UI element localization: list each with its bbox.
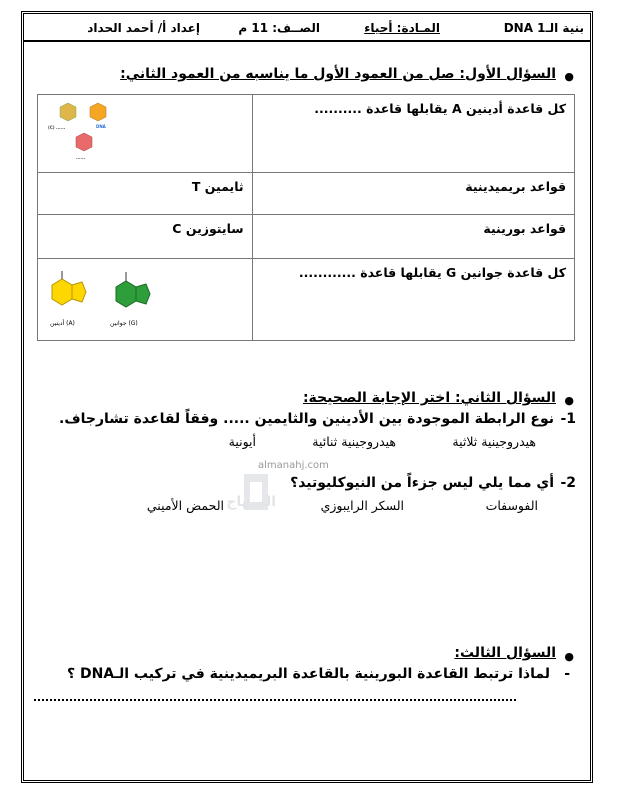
q2-heading: السؤال الثاني: اختر الإجابة الصحيحة: xyxy=(302,390,556,406)
q3-question: لماذا ترتبط القاعدة البورينية بالقاعدة البريميدينية في تركيب الـDNA ؟ xyxy=(66,666,550,682)
q3-bullet: - xyxy=(564,666,570,682)
q2-item1-option-c[interactable]: أيونية xyxy=(228,434,256,449)
q2-item1-option-b[interactable]: هيدروجينية ثنائية xyxy=(312,434,396,449)
svg-text:المنهاج: المنهاج xyxy=(226,494,276,510)
matching-table xyxy=(37,94,575,341)
bullet-icon: ● xyxy=(564,394,574,407)
svg-text:DNA: DNA xyxy=(96,124,106,129)
subject-label: المـادة: أحياء xyxy=(364,21,440,35)
worksheet-title: بنية الـDNA 1 xyxy=(503,21,584,35)
table-cell: سايتوزين C xyxy=(38,215,253,259)
table-cell: ثايمين T xyxy=(38,173,253,215)
q1-heading: السؤال الأول: صل من العمود الأول ما يناسبه من العمود الثاني: xyxy=(120,66,556,82)
watermark-url: almanahj.com xyxy=(258,460,329,471)
table-cell: قواعد بورينية xyxy=(252,215,574,259)
author-label: إعداد أ/ أحمد الحداد xyxy=(87,21,200,35)
bases-diagram-cell xyxy=(38,95,253,173)
purine-bases-diagram xyxy=(46,265,166,331)
table-cell: كل قاعدة أدينين A يقابلها قاعدة .......... xyxy=(252,95,574,173)
q2-item2-option-b[interactable]: السكر الرايبوزي xyxy=(320,498,404,513)
table-row xyxy=(38,259,575,341)
q2-item2-option-c[interactable]: الحمض الأميني xyxy=(146,498,224,513)
grade-label: الصــف: 11 م xyxy=(238,21,320,35)
svg-text:......: ...... xyxy=(76,155,86,160)
answer-line[interactable] xyxy=(34,698,516,701)
bases-small-diagram xyxy=(46,101,136,163)
adenine-label: أدينين (A) xyxy=(50,320,75,327)
table-row xyxy=(38,95,575,173)
guanine-label: جوانين (G) xyxy=(110,320,138,327)
q2-item2-question: أي مما يلي ليس جزءاً من النيوكليوتيد؟ xyxy=(290,475,554,491)
svg-text:(C) ......: (C) ...... xyxy=(48,125,66,130)
q2-item1-option-a[interactable]: هيدروجينية ثلاثية xyxy=(452,434,536,449)
table-row xyxy=(38,215,575,259)
q3-heading: السؤال الثالث: xyxy=(454,645,556,661)
q2-item1-question: نوع الرابطة الموجودة بين الأدينين والثايمين ..... وفقاً لقاعدة تشارجاف. xyxy=(59,411,554,427)
q2-item1-number: 1- xyxy=(560,411,576,427)
page-header xyxy=(24,18,590,42)
purine-diagram-cell xyxy=(38,259,253,341)
q2-item2-number: 2- xyxy=(560,475,576,491)
table-row xyxy=(38,173,575,215)
bullet-icon: ● xyxy=(564,650,574,663)
table-cell: كل قاعدة جوانين G يقابلها قاعدة ............ xyxy=(252,259,574,341)
q2-item2-option-a[interactable]: الفوسفات xyxy=(485,498,538,513)
table-cell: قواعد بريميدينية xyxy=(252,173,574,215)
bullet-icon: ● xyxy=(564,70,574,83)
